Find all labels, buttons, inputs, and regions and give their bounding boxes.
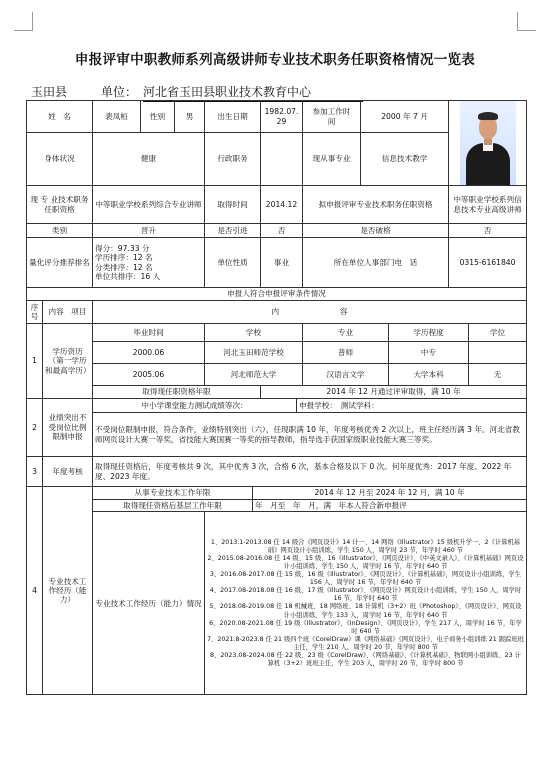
obtain-date-label: 取得时间 bbox=[205, 186, 261, 224]
section-seq: 4 bbox=[27, 487, 43, 695]
score-details bbox=[93, 238, 205, 288]
edu-cell: 2000.06 bbox=[93, 342, 205, 364]
work-experience-list bbox=[205, 512, 527, 695]
admin-post-label: 行政职务 bbox=[205, 133, 261, 186]
current-major-label: 现从事专业 bbox=[303, 133, 361, 186]
edu-header-school: 学校 bbox=[205, 324, 303, 342]
current-major-value: 信息技术教学 bbox=[361, 133, 449, 186]
edu-header-major: 专业 bbox=[303, 324, 389, 342]
grassroots-years-label: 取得现任资格后基层工作年限 bbox=[93, 500, 253, 512]
page-corner-mark bbox=[14, 12, 33, 31]
edu-cell: 汉语言文学 bbox=[303, 364, 389, 386]
section-seq: 2 bbox=[27, 399, 43, 457]
experience-item: 7、2021.8-2023.8 任 21 级四个班《CorelDraw》课《网络基础》《网页设计》、电子商务小组训练 21 跟踪班班主任，学生 210 人，周学时 20 节，年学时 800 节 bbox=[207, 635, 524, 651]
table-row bbox=[27, 364, 527, 386]
work-period-value: 2014 年 12 月至 2024 年 12 月，满 10 年 bbox=[253, 487, 527, 500]
birth-value: 1982.07.29 bbox=[261, 101, 303, 133]
edu-header-level: 学历程度 bbox=[389, 324, 469, 342]
unit-nature-value: 事业 bbox=[261, 238, 303, 288]
section-item: 年度考核 bbox=[43, 457, 93, 487]
gender-label: 性别 bbox=[141, 101, 175, 133]
table-row bbox=[27, 413, 527, 457]
hr-phone-value: 0315-6161840 bbox=[449, 238, 527, 288]
table-row bbox=[27, 457, 527, 487]
hr-phone-label: 所在单位人事部门电 话 bbox=[303, 238, 449, 288]
unit-value: 河北省玉田县职业技术教育中心 bbox=[143, 83, 363, 102]
qual-years-label: 取得现任职资格年限 bbox=[93, 386, 261, 399]
table-row bbox=[27, 101, 527, 133]
county-name: 玉田县 bbox=[31, 85, 68, 99]
table-row bbox=[27, 186, 527, 224]
table-row bbox=[27, 500, 527, 512]
table-row bbox=[27, 301, 527, 324]
current-title-label: 现 专 业技术职务任职资格 bbox=[27, 186, 93, 224]
exceptional-label: 是否破格 bbox=[303, 224, 449, 238]
col-seq-header: 序号 bbox=[27, 301, 43, 324]
apply-title-value: 中等职业学校系列信息技术专业高级讲师 bbox=[449, 186, 527, 224]
table-row bbox=[27, 224, 527, 238]
grassroots-years-value: 年 月至 年 月，满 年本人符合新申报评 bbox=[253, 500, 527, 512]
col-item-header: 内容 项目 bbox=[43, 301, 93, 324]
table-row bbox=[27, 288, 527, 301]
work-start-label: 参加工作时 间 bbox=[303, 101, 361, 133]
section-item: 专业技术工作经历（能力） bbox=[43, 487, 93, 695]
score-line: 单位共排序：16 人 bbox=[95, 271, 161, 281]
edu-cell: 中专 bbox=[389, 342, 469, 364]
experience-item: 2、2015.08-2016.08 任 14 级、15 级、16《Illustrator》、《网页设计》、《中英文录入》、《计算机基础》网页设计小组训练，学生 150 人，周学时 16 节，年学时 640 节 bbox=[207, 555, 524, 571]
experience-item: 6、2020.08-2021.08 任 19 级《Illustrator》、《InDesign》、《网页设计》，学生 217 人，周学时 16 节，年学时 640 节 bbox=[209, 619, 522, 635]
unit-nature-label: 单位性质 bbox=[205, 238, 261, 288]
experience-item: 4、2017.08-2018.08 任 16 级、17 级《Illustrator》、《网页设计》网页设计小组训练，学生 150 人，周学时 16 节，年学时 640 节 bbox=[209, 587, 522, 603]
edu-cell: 大学本科 bbox=[389, 364, 469, 386]
conditions-section-title: 申报人符合申报评审条件情况 bbox=[27, 288, 527, 301]
edu-header-degree: 学位 bbox=[469, 324, 527, 342]
portrait-photo bbox=[460, 101, 516, 185]
annual-assessment-text: 取得现任资格后，年度考核共 9 次，其中优秀 3 次，合格 6 次，基本合格及以下 0 次。何年度优秀：2017 年度、2022 年度、2023 年度。 bbox=[93, 457, 527, 487]
class-test-label: 中小学课堂能力测试成绩等次： bbox=[93, 399, 297, 413]
score-label: 量化评分推荐排名 bbox=[27, 238, 93, 288]
exceptional-value: 否 bbox=[449, 224, 527, 238]
admin-post-value bbox=[261, 133, 303, 186]
unit-label: 单位： bbox=[101, 85, 138, 99]
health-label: 身体状况 bbox=[27, 133, 93, 186]
current-title-value: 中等职业学校系列综合专业讲师 bbox=[93, 186, 205, 224]
section-item: 业绩突出不受岗位比例限制申报 bbox=[43, 399, 93, 457]
section-seq: 3 bbox=[27, 457, 43, 487]
obtain-date-value: 2014.12 bbox=[261, 186, 303, 224]
apply-title-label: 拟申报评审专业技术职务任职资格 bbox=[303, 186, 449, 224]
experience-item: 8、2023.08-2024.08 任 22 级、23 级《CorelDraw》、《网络基础》、《计算机基础》、物联网小组训练、23 计算机（3+2）班班主任，学生 203 人，周学时 20 节，年学时 800 节 bbox=[210, 651, 521, 667]
table-row bbox=[27, 324, 527, 342]
introduced-value: 否 bbox=[261, 224, 303, 238]
edu-cell: 普师 bbox=[303, 342, 389, 364]
col-content-header: 内 容 bbox=[93, 301, 527, 324]
edu-cell: 无 bbox=[469, 364, 527, 386]
table-row bbox=[27, 487, 527, 500]
table-row bbox=[27, 238, 527, 288]
page-corner-mark bbox=[517, 12, 536, 31]
performance-text: 不受岗位限制申报，符合条件，业绩特别突出（六），任现职满 10 年，年度考核优秀 2 次以上，班主任经历满 3 年。河北省教师网页设计大赛一等奖，省技能大赛国赛一等奖的指导教师，指导选手获国家级职业技能大赛三等奖。 bbox=[93, 413, 527, 457]
edu-header-date: 毕业时间 bbox=[93, 324, 205, 342]
qual-years-value: 2014 年 12 月通过评审取得，满 10 年 bbox=[261, 386, 527, 399]
experience-item: 5、2018.08-2019.08 任 18 机械班、18 网络班、18 计算机（3+2）班《Photoshop》、《网页设计》、网页设计小组训练，学生 133 人，周学时 16 节，年学时 640 节 bbox=[209, 603, 522, 619]
qualification-table bbox=[26, 100, 527, 695]
introduced-label: 是否引进 bbox=[205, 224, 261, 238]
name-label: 姓 名 bbox=[27, 101, 93, 133]
table-row bbox=[27, 386, 527, 399]
portrait-cell bbox=[449, 101, 527, 186]
table-row bbox=[27, 342, 527, 364]
edu-cell: 河北玉田师范学校 bbox=[205, 342, 303, 364]
table-row bbox=[27, 399, 527, 413]
score-line: 得分：97.33 分 bbox=[95, 243, 150, 253]
experience-item: 3、2016.08-2017.08 任 15 级、16 级《Illustrator》、《网页设计》、《计算机基础》，网页设计小组训练，学生 156 人，周学时 16 节，年学时 640 节 bbox=[209, 571, 522, 587]
edu-cell: 河北师范大学 bbox=[205, 364, 303, 386]
name-value: 裴凤桓 bbox=[93, 101, 141, 133]
document-title: 申报评审中职教师系列高级讲师专业技术职务任职资格情况一览表 bbox=[74, 52, 476, 68]
section-item: 学历资历（第一学历和最高学历） bbox=[43, 324, 93, 399]
work-start-value: 2000 年 7 月 bbox=[361, 101, 449, 133]
score-line: 分类排序：12 名 bbox=[95, 262, 153, 272]
gender-value: 男 bbox=[175, 101, 205, 133]
table-row bbox=[27, 512, 527, 695]
edu-cell bbox=[469, 342, 527, 364]
section-seq: 1 bbox=[27, 324, 43, 399]
experience-item: 1、2013.1-2013.08 任 14 级合《网页设计》14 计一、14 网络《Illustrator》15 级机升学一、2《计算机基础》网页设计小组训练，学生 150 人，周学时 23 节，年学时 460 节 bbox=[210, 539, 521, 555]
birth-label: 出生日期 bbox=[205, 101, 261, 133]
category-value: 晋升 bbox=[93, 224, 205, 238]
work-period-label: 从事专业技术工作年限 bbox=[93, 487, 253, 500]
category-label: 类别 bbox=[27, 224, 93, 238]
ability-sub-label: 专业技术工作经历（能力）情况 bbox=[93, 512, 205, 695]
class-test-value: 申报学校： 测试学科： bbox=[297, 399, 527, 413]
health-value: 健康 bbox=[93, 133, 205, 186]
score-line: 学历排序：12 名 bbox=[95, 253, 153, 263]
edu-cell: 2005.06 bbox=[93, 364, 205, 386]
